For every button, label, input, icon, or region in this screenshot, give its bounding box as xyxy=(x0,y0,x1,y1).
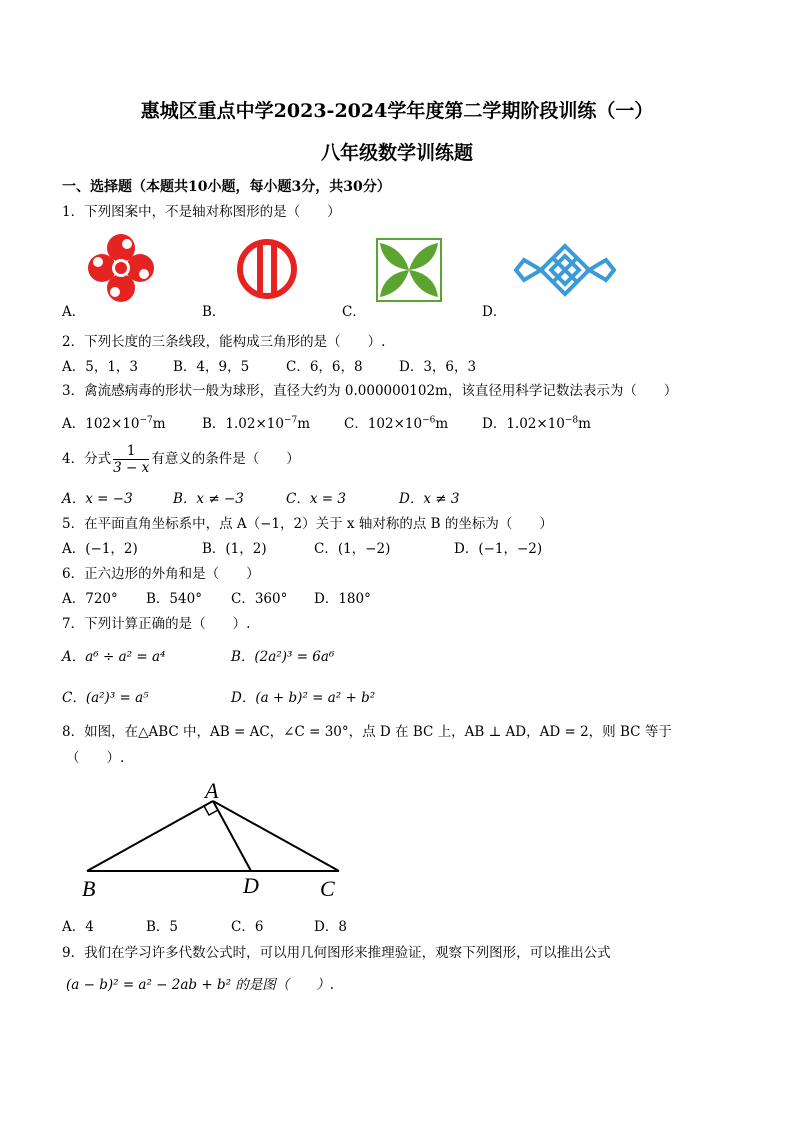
q8-option-c[interactable]: C．6 xyxy=(231,919,264,935)
q5-option-d[interactable]: D．(−1，−2) xyxy=(454,541,543,557)
q6-option-c[interactable]: C．360° xyxy=(231,591,288,607)
q5-option-c[interactable]: C．(1，−2) xyxy=(314,541,391,557)
q3-option-b[interactable]: B．$1.02\times 10^{-7}m$ xyxy=(202,415,311,432)
q7-option-a[interactable]: A．a⁶ ÷ a² = a⁴ xyxy=(62,649,166,665)
q6-option-b[interactable]: B．540° xyxy=(146,591,202,607)
page-subtitle: 八年级数学训练题 xyxy=(320,142,473,164)
blue-knot-icon xyxy=(514,242,616,302)
q2-option-a[interactable]: A．5，1，3 xyxy=(62,359,139,375)
q7-option-b[interactable]: B．(2a²)³ = 6a⁶ xyxy=(231,649,335,665)
q3-option-a[interactable]: A．$102\times 10^{-7}m$ xyxy=(62,415,166,432)
question-4: 4．分式 $\frac{1}{3 - x}$ 有意义的条件是（ ） xyxy=(62,443,300,476)
q4-option-b[interactable]: B．x ≠ −3 xyxy=(173,491,244,507)
green-leaves-icon xyxy=(376,238,442,302)
q7-option-c[interactable]: C．(a²)³ = a⁵ xyxy=(62,690,149,706)
question-9: 9．我们在学习许多代数公式时，可以用几何图形来推理验证，观察下列图形，可以推出公式 xyxy=(62,945,611,961)
q5-option-a[interactable]: A．(−1，2) xyxy=(62,541,138,557)
q6-option-d[interactable]: D．180° xyxy=(314,591,371,607)
question-6: 6．正六边形的外角和是（ ） xyxy=(62,566,260,582)
q4-option-c[interactable]: C．x = 3 xyxy=(286,491,346,507)
q3-option-c[interactable]: C．$102\times 10^{-6}m$ xyxy=(344,415,449,432)
point-b-label: B xyxy=(82,876,96,901)
q1-option-d[interactable]: D． xyxy=(482,304,507,320)
q1-option-b[interactable]: B． xyxy=(202,304,226,320)
red-flower-icon xyxy=(86,232,156,304)
q3-option-d[interactable]: D．$1.02\times 10^{-8}m$ xyxy=(482,415,591,432)
question-1: 1．下列图案中，不是轴对称图形的是（ ） xyxy=(62,204,341,220)
q2-option-b[interactable]: B．4，9，5 xyxy=(173,359,250,375)
question-8: 8．如图，在△ABC 中，AB = AC，∠C = 30°，点 D 在 BC 上，AB ⊥ AD，AD = 2，则 BC 等于 xyxy=(62,724,672,740)
q4-option-d[interactable]: D．x ≠ 3 xyxy=(399,491,460,507)
q8-option-b[interactable]: B．5 xyxy=(146,919,179,935)
point-d-label: D xyxy=(243,873,259,898)
question-9-formula: (a − b)² = a² − 2ab + b² 的是图（ ）. xyxy=(66,977,335,993)
section-heading: 一、选择题（本题共10小题，每小题3分，共30分） xyxy=(62,179,391,195)
q6-option-a[interactable]: A．720° xyxy=(62,591,118,607)
q1-option-a[interactable]: A． xyxy=(62,304,86,320)
point-c-label: C xyxy=(320,876,335,901)
q4-option-a[interactable]: A．x = −3 xyxy=(62,491,133,507)
page-title: 惠城区重点中学2023-2024学年度第二学期阶段训练（一） xyxy=(140,100,654,122)
red-circle-icon xyxy=(234,236,300,302)
triangle-figure xyxy=(78,776,348,902)
question-2: 2．下列长度的三条线段，能构成三角形的是（ ）. xyxy=(62,334,386,350)
point-a-label: A xyxy=(205,778,219,803)
q8-option-a[interactable]: A．4 xyxy=(62,919,94,935)
q2-option-d[interactable]: D．3，6，3 xyxy=(399,359,477,375)
fraction: $\frac{1}{3 - x}$ xyxy=(113,443,150,476)
q7-option-d[interactable]: D．(a + b)² = a² + b² xyxy=(231,690,376,706)
q2-option-c[interactable]: C．6，6，8 xyxy=(286,359,363,375)
q5-option-b[interactable]: B．(1，2) xyxy=(202,541,267,557)
question-8-paren: （ ）. xyxy=(66,750,125,766)
question-5: 5．在平面直角坐标系中，点 A（−1，2）关于 x 轴对称的点 B 的坐标为（ ） xyxy=(62,516,553,532)
question-3: 3．禽流感病毒的形状一般为球形，直径大约为 0.000000102m，该直径用科学记数法表示为（ ） xyxy=(62,383,678,399)
q1-option-c[interactable]: C． xyxy=(342,304,366,320)
question-7: 7．下列计算正确的是（ ）. xyxy=(62,616,251,632)
q8-option-d[interactable]: D．8 xyxy=(314,919,347,935)
